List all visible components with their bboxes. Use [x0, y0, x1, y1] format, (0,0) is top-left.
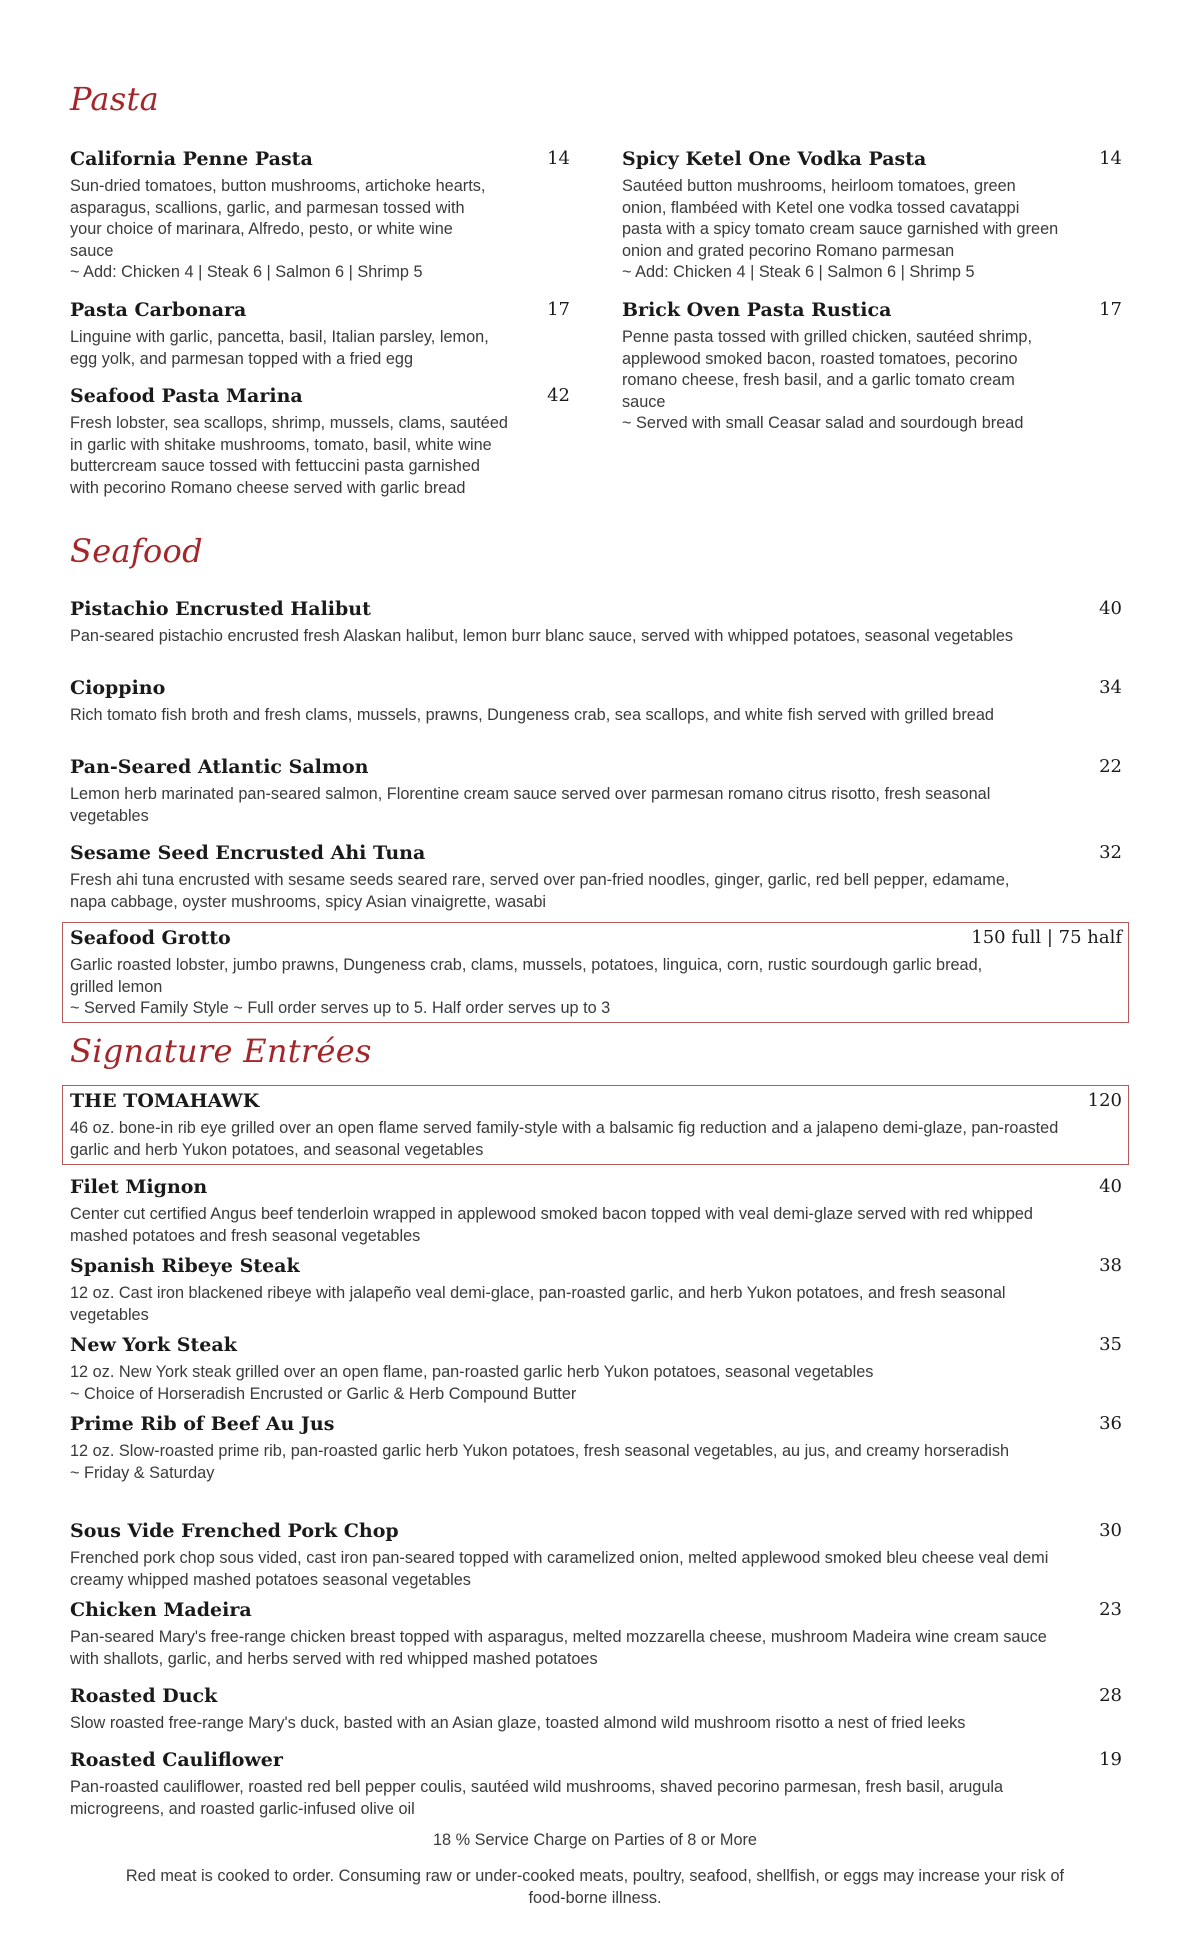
item-note: ~ Add: Chicken 4 | Steak 6 | Salmon 6 | Shrimp 5: [622, 263, 975, 281]
item-description: Lemon herb marinated pan-seared salmon, Florentine cream sauce served over parmesan romano citrus risotto, fresh seasonal vegetables: [70, 785, 991, 825]
item-note: ~ Served with small Ceasar salad and sourdough bread: [622, 414, 1024, 432]
item-price: 42: [547, 385, 570, 406]
item-name: Seafood Pasta Marina: [70, 385, 303, 407]
section-title-seafood: Seafood: [70, 532, 203, 570]
item-description: Pan-seared Mary's free-range chicken breast topped with asparagus, melted mozzarella cheese, mushroom Madeira wine cream sauce with shallots, garlic, and herbs served with red whipped mashed potatoes: [70, 1628, 1047, 1668]
item-description: Pan-roasted cauliflower, roasted red bell pepper coulis, sautéed wild mushrooms, shaved pecorino parmesan, fresh basil, arugula microgreens, and roasted garlic-infused olive oil: [70, 1778, 1004, 1818]
menu-item: [70, 677, 1122, 727]
menu-item: [70, 299, 570, 370]
item-description: Penne pasta tossed with grilled chicken, sautéed shrimp, applewood smoked bacon, roasted tomatoes, pecorino romano cheese, fresh basil, and a garlic tomato cream sauce: [622, 328, 1032, 411]
menu-item: [70, 1749, 1122, 1820]
menu-item-featured: [70, 927, 1122, 1020]
menu-item: [70, 148, 570, 284]
menu-item: [70, 1413, 1122, 1484]
menu-item: [70, 1255, 1122, 1326]
item-name: THE TOMAHAWK: [70, 1090, 260, 1112]
item-name: New York Steak: [70, 1334, 237, 1356]
item-description: Fresh ahi tuna encrusted with sesame seeds seared rare, served over pan-fried noodles, ginger, garlic, red bell pepper, edamame, napa cabbage, oyster mushrooms, spicy Asian vinaigrette, wasabi: [70, 871, 1010, 911]
item-price: 17: [1099, 299, 1122, 320]
section-title-pasta: Pasta: [70, 80, 160, 118]
item-price: 120: [1087, 1090, 1122, 1111]
item-name: Roasted Cauliflower: [70, 1749, 283, 1771]
item-price: 14: [1099, 148, 1122, 169]
item-price: 23: [1099, 1599, 1122, 1620]
item-price: 36: [1099, 1413, 1122, 1434]
menu-item: [70, 1520, 1122, 1591]
item-price: 19: [1099, 1749, 1122, 1770]
item-price: 30: [1099, 1520, 1122, 1541]
item-description: Sun-dried tomatoes, button mushrooms, artichoke hearts, asparagus, scallions, garlic, and parmesan tossed with your choice of marinara, Alfredo, pesto, or white wine sauce: [70, 177, 486, 260]
item-name: California Penne Pasta: [70, 148, 313, 170]
item-name: Chicken Madeira: [70, 1599, 252, 1621]
item-description: Garlic roasted lobster, jumbo prawns, Dungeness crab, clams, mussels, potatoes, linguica, corn, rustic sourdough garlic bread, grilled lemon: [70, 956, 983, 996]
item-name: Sesame Seed Encrusted Ahi Tuna: [70, 842, 426, 864]
item-name: Filet Mignon: [70, 1176, 208, 1198]
section-title-entrees: Signature Entrées: [70, 1032, 372, 1070]
item-name: Pasta Carbonara: [70, 299, 247, 321]
item-description: Sautéed button mushrooms, heirloom tomatoes, green onion, flambéed with Ketel one vodka tossed cavatappi pasta with a spicy tomato cream sauce garnished with green onion and grated pecorino Romano parmesan: [622, 177, 1059, 260]
item-name: Pan-Seared Atlantic Salmon: [70, 756, 369, 778]
menu-item: [622, 299, 1122, 435]
item-price: 14: [547, 148, 570, 169]
food-safety-disclaimer: Red meat is cooked to order. Consuming raw or under-cooked meats, poultry, seafood, shellfish, or eggs may increase your risk of food-borne illness.: [125, 1867, 1065, 1907]
item-name: Prime Rib of Beef Au Jus: [70, 1413, 335, 1435]
item-name: Pistachio Encrusted Halibut: [70, 598, 371, 620]
item-description: Slow roasted free-range Mary's duck, basted with an Asian glaze, toasted almond wild mushroom risotto a nest of fried leeks: [70, 1714, 966, 1732]
item-description: Fresh lobster, sea scallops, shrimp, mussels, clams, sautéed in garlic with shitake mushrooms, tomato, basil, white wine buttercream sauce tossed with fettuccini pasta garnished with pecorino Romano cheese served with garlic bread: [70, 414, 508, 497]
item-name: Sous Vide Frenched Pork Chop: [70, 1520, 399, 1542]
menu-item: [70, 756, 1122, 827]
item-price: 150 full | 75 half: [971, 927, 1122, 948]
item-price: 40: [1099, 598, 1122, 619]
item-description: 12 oz. New York steak grilled over an open flame, pan-roasted garlic herb Yukon potatoes, seasonal vegetables: [70, 1363, 874, 1381]
menu-item: [70, 1176, 1122, 1247]
item-description: 12 oz. Cast iron blackened ribeye with jalapeño veal demi-glace, pan-roasted garlic, and herb Yukon potatoes, and fresh seasonal vegetables: [70, 1284, 1006, 1324]
menu-item: [622, 148, 1122, 284]
menu-item: [70, 598, 1122, 648]
menu-item: [70, 385, 570, 499]
item-name: Cioppino: [70, 677, 166, 699]
menu-item: [70, 1685, 1122, 1735]
item-note: ~ Friday & Saturday: [70, 1463, 215, 1482]
item-description: Rich tomato fish broth and fresh clams, mussels, prawns, Dungeness crab, sea scallops, and white fish served with grilled bread: [70, 706, 994, 724]
item-price: 34: [1099, 677, 1122, 698]
item-description: Center cut certified Angus beef tenderloin wrapped in applewood smoked bacon topped with veal demi-glaze served with red whipped mashed potatoes and fresh seasonal vegetables: [70, 1205, 1033, 1245]
item-price: 35: [1099, 1334, 1122, 1355]
item-note: ~ Add: Chicken 4 | Steak 6 | Salmon 6 | Shrimp 5: [70, 263, 423, 281]
menu-item-featured: [70, 1090, 1122, 1161]
item-name: Roasted Duck: [70, 1685, 218, 1707]
item-name: Spanish Ribeye Steak: [70, 1255, 300, 1277]
menu-item: [70, 1599, 1122, 1670]
menu-item: [70, 1334, 1122, 1405]
item-description: 12 oz. Slow-roasted prime rib, pan-roasted garlic herb Yukon potatoes, fresh seasonal vegetables, au jus, and creamy horseradish: [70, 1442, 1010, 1460]
item-price: 17: [547, 299, 570, 320]
item-description: 46 oz. bone-in rib eye grilled over an open flame served family-style with a balsamic fig reduction and a jalapeno demi-glaze, pan-roasted garlic and herb Yukon potatoes, and seasonal vegetables: [70, 1119, 1059, 1159]
item-price: 38: [1099, 1255, 1122, 1276]
item-description: Linguine with garlic, pancetta, basil, Italian parsley, lemon, egg yolk, and parmesan topped with a fried egg: [70, 328, 489, 368]
item-note: ~ Served Family Style ~ Full order serves up to 5. Half order serves up to 3: [70, 999, 611, 1017]
item-description: Frenched pork chop sous vided, cast iron pan-seared topped with caramelized onion, melted applewood smoked bleu cheese veal demi creamy whipped mashed potatoes seasonal vegetables: [70, 1549, 1049, 1589]
item-price: 40: [1099, 1176, 1122, 1197]
item-name: Seafood Grotto: [70, 927, 231, 949]
service-charge-note: 18 % Service Charge on Parties of 8 or More: [433, 1831, 757, 1849]
menu-item: [70, 842, 1122, 913]
item-price: 28: [1099, 1685, 1122, 1706]
item-note: ~ Choice of Horseradish Encrusted or Garlic & Herb Compound Butter: [70, 1384, 577, 1403]
item-price: 22: [1099, 756, 1122, 777]
item-price: 32: [1099, 842, 1122, 863]
item-name: Brick Oven Pasta Rustica: [622, 299, 892, 321]
item-name: Spicy Ketel One Vodka Pasta: [622, 148, 927, 170]
item-description: Pan-seared pistachio encrusted fresh Alaskan halibut, lemon burr blanc sauce, served with whipped potatoes, seasonal vegetables: [70, 627, 1014, 645]
